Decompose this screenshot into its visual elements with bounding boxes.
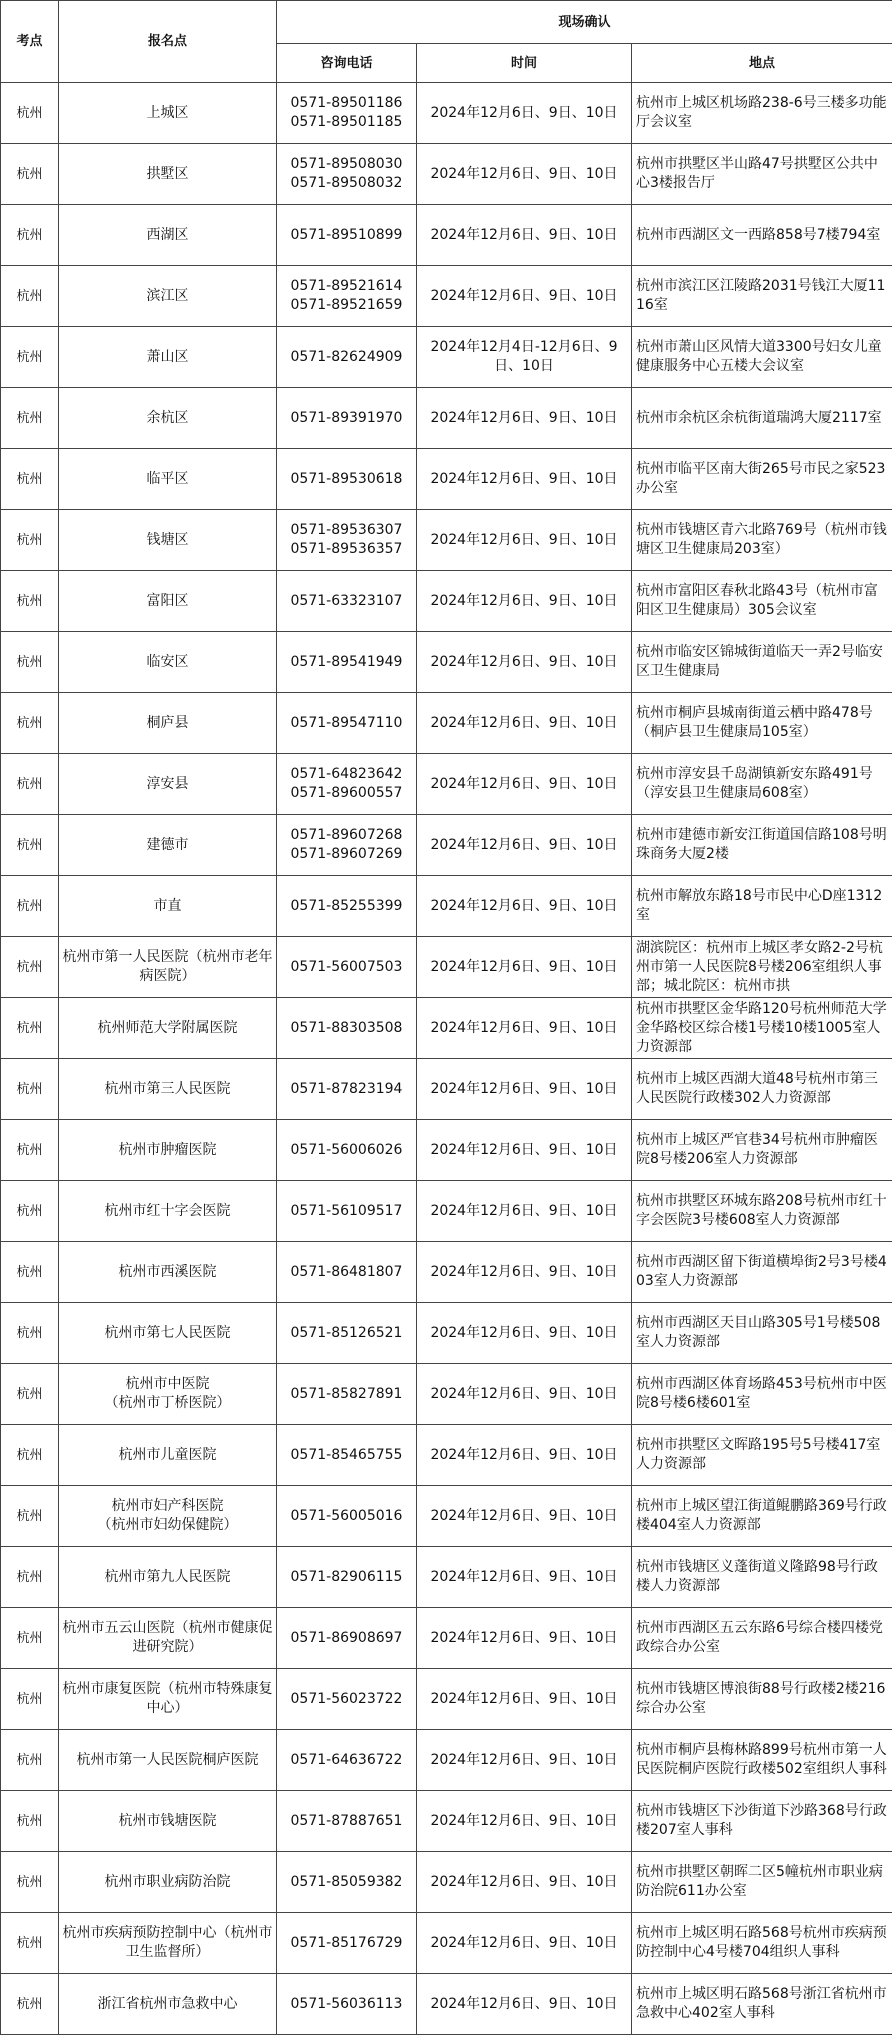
cell-address: 杭州市拱墅区半山路47号拱墅区公共中心3楼报告厅 bbox=[632, 144, 892, 205]
cell-phone: 0571-82624909 bbox=[277, 327, 417, 388]
cell-registration-site: 桐庐县 bbox=[59, 693, 277, 754]
cell-exam-site: 杭州 bbox=[1, 876, 59, 937]
cell-exam-site: 杭州 bbox=[1, 754, 59, 815]
table-row bbox=[1, 1852, 892, 1913]
cell-phone: 0571-63323107 bbox=[277, 571, 417, 632]
cell-phone: 0571-89536307 0571-89536357 bbox=[277, 510, 417, 571]
cell-address: 杭州市西湖区天目山路305号1号楼508室人力资源部 bbox=[632, 1303, 892, 1364]
cell-address: 杭州市上城区机场路238-6号三楼多功能厅会议室 bbox=[632, 83, 892, 144]
cell-time: 2024年12月6日、9日、10日 bbox=[417, 998, 632, 1059]
cell-time: 2024年12月6日、9日、10日 bbox=[417, 510, 632, 571]
cell-registration-site: 杭州市钱塘医院 bbox=[59, 1791, 277, 1852]
cell-exam-site: 杭州 bbox=[1, 571, 59, 632]
cell-phone: 0571-89607268 0571-89607269 bbox=[277, 815, 417, 876]
cell-registration-site: 杭州市第七人民医院 bbox=[59, 1303, 277, 1364]
cell-phone: 0571-89501186 0571-89501185 bbox=[277, 83, 417, 144]
cell-exam-site: 杭州 bbox=[1, 205, 59, 266]
cell-exam-site: 杭州 bbox=[1, 1791, 59, 1852]
cell-exam-site: 杭州 bbox=[1, 815, 59, 876]
cell-time: 2024年12月6日、9日、10日 bbox=[417, 1059, 632, 1120]
cell-address: 杭州市西湖区五云东路6号综合楼四楼党政综合办公室 bbox=[632, 1608, 892, 1669]
cell-exam-site: 杭州 bbox=[1, 1242, 59, 1303]
cell-time: 2024年12月6日、9日、10日 bbox=[417, 1730, 632, 1791]
cell-address: 杭州市钱塘区博浪街88号行政楼2楼216综合办公室 bbox=[632, 1669, 892, 1730]
cell-time: 2024年12月6日、9日、10日 bbox=[417, 1608, 632, 1669]
cell-phone: 0571-85059382 bbox=[277, 1852, 417, 1913]
table-row bbox=[1, 83, 892, 144]
cell-phone: 0571-56005016 bbox=[277, 1486, 417, 1547]
header-exam-site: 考点 bbox=[1, 1, 59, 83]
cell-exam-site: 杭州 bbox=[1, 1120, 59, 1181]
table-row bbox=[1, 632, 892, 693]
cell-registration-site: 杭州市儿童医院 bbox=[59, 1425, 277, 1486]
cell-exam-site: 杭州 bbox=[1, 1852, 59, 1913]
cell-registration-site: 拱墅区 bbox=[59, 144, 277, 205]
table-row bbox=[1, 998, 892, 1059]
cell-address: 杭州市上城区西湖大道48号杭州市第三人民医院行政楼302人力资源部 bbox=[632, 1059, 892, 1120]
cell-phone: 0571-89530618 bbox=[277, 449, 417, 510]
header-time: 时间 bbox=[417, 44, 632, 83]
cell-registration-site: 杭州市中医院 （杭州市丁桥医院） bbox=[59, 1364, 277, 1425]
cell-phone: 0571-89547110 bbox=[277, 693, 417, 754]
cell-registration-site: 杭州市康复医院（杭州市特殊康复中心） bbox=[59, 1669, 277, 1730]
cell-address: 杭州市建德市新安江街道国信路108号明珠商务大厦2楼 bbox=[632, 815, 892, 876]
cell-registration-site: 西湖区 bbox=[59, 205, 277, 266]
cell-phone: 0571-89521614 0571-89521659 bbox=[277, 266, 417, 327]
table-row bbox=[1, 449, 892, 510]
cell-address: 杭州市淳安县千岛湖镇新安东路491号（淳安县卫生健康局608室） bbox=[632, 754, 892, 815]
cell-exam-site: 杭州 bbox=[1, 1669, 59, 1730]
cell-address: 杭州市上城区望江街道鲲鹏路369号行政楼404室人力资源部 bbox=[632, 1486, 892, 1547]
cell-phone: 0571-89510899 bbox=[277, 205, 417, 266]
cell-registration-site: 滨江区 bbox=[59, 266, 277, 327]
cell-registration-site: 市直 bbox=[59, 876, 277, 937]
table-row bbox=[1, 815, 892, 876]
cell-registration-site: 杭州市第三人民医院 bbox=[59, 1059, 277, 1120]
table-row bbox=[1, 1791, 892, 1852]
cell-phone: 0571-64636722 bbox=[277, 1730, 417, 1791]
table-row bbox=[1, 327, 892, 388]
cell-registration-site: 上城区 bbox=[59, 83, 277, 144]
cell-exam-site: 杭州 bbox=[1, 1913, 59, 1974]
cell-phone: 0571-87823194 bbox=[277, 1059, 417, 1120]
cell-phone: 0571-85176729 bbox=[277, 1913, 417, 1974]
cell-time: 2024年12月6日、9日、10日 bbox=[417, 1791, 632, 1852]
table-row bbox=[1, 1181, 892, 1242]
cell-time: 2024年12月6日、9日、10日 bbox=[417, 754, 632, 815]
cell-exam-site: 杭州 bbox=[1, 1974, 59, 2035]
cell-time: 2024年12月6日、9日、10日 bbox=[417, 937, 632, 998]
cell-time: 2024年12月6日、9日、10日 bbox=[417, 693, 632, 754]
cell-exam-site: 杭州 bbox=[1, 327, 59, 388]
cell-exam-site: 杭州 bbox=[1, 83, 59, 144]
cell-time: 2024年12月6日、9日、10日 bbox=[417, 876, 632, 937]
cell-exam-site: 杭州 bbox=[1, 1608, 59, 1669]
cell-phone: 0571-85126521 bbox=[277, 1303, 417, 1364]
table-row bbox=[1, 266, 892, 327]
table-row bbox=[1, 1242, 892, 1303]
table-row bbox=[1, 1486, 892, 1547]
cell-exam-site: 杭州 bbox=[1, 266, 59, 327]
cell-address: 杭州市拱墅区环城东路208号杭州市红十字会医院3号楼608室人力资源部 bbox=[632, 1181, 892, 1242]
cell-phone: 0571-56006026 bbox=[277, 1120, 417, 1181]
cell-address: 杭州市钱塘区义蓬街道义隆路98号行政楼人力资源部 bbox=[632, 1547, 892, 1608]
cell-time: 2024年12月6日、9日、10日 bbox=[417, 1486, 632, 1547]
cell-registration-site: 杭州市肿瘤医院 bbox=[59, 1120, 277, 1181]
header-onsite-confirm: 现场确认 bbox=[277, 1, 892, 44]
cell-exam-site: 杭州 bbox=[1, 510, 59, 571]
cell-registration-site: 余杭区 bbox=[59, 388, 277, 449]
table-row bbox=[1, 1608, 892, 1669]
header-registration-site: 报名点 bbox=[59, 1, 277, 83]
table-row bbox=[1, 1120, 892, 1181]
cell-address: 杭州市上城区明石路568号杭州市疾病预防控制中心4号楼704组织人事科 bbox=[632, 1913, 892, 1974]
cell-address: 杭州市临安区锦城街道临天一弄2号临安区卫生健康局 bbox=[632, 632, 892, 693]
cell-registration-site: 萧山区 bbox=[59, 327, 277, 388]
cell-phone: 0571-85255399 bbox=[277, 876, 417, 937]
cell-registration-site: 杭州市西溪医院 bbox=[59, 1242, 277, 1303]
cell-exam-site: 杭州 bbox=[1, 1730, 59, 1791]
table-row bbox=[1, 754, 892, 815]
cell-phone: 0571-89541949 bbox=[277, 632, 417, 693]
cell-address: 杭州市滨江区江陵路2031号钱江大厦1116室 bbox=[632, 266, 892, 327]
cell-address: 杭州市拱墅区文晖路195号5号楼417室人力资源部 bbox=[632, 1425, 892, 1486]
cell-registration-site: 杭州市第一人民医院（杭州市老年病医院） bbox=[59, 937, 277, 998]
cell-registration-site: 建德市 bbox=[59, 815, 277, 876]
cell-time: 2024年12月6日、9日、10日 bbox=[417, 1181, 632, 1242]
cell-time: 2024年12月6日、9日、10日 bbox=[417, 815, 632, 876]
table-row bbox=[1, 1303, 892, 1364]
cell-address: 杭州市上城区严官巷34号杭州市肿瘤医院8号楼206室人力资源部 bbox=[632, 1120, 892, 1181]
table-row bbox=[1, 205, 892, 266]
cell-registration-site: 杭州市妇产科医院 （杭州市妇幼保健院） bbox=[59, 1486, 277, 1547]
cell-time: 2024年12月6日、9日、10日 bbox=[417, 83, 632, 144]
cell-address: 杭州市桐庐县梅林路899号杭州市第一人民医院桐庐医院行政楼502室组织人事科 bbox=[632, 1730, 892, 1791]
cell-address: 湖滨院区：杭州市上城区孝女路2-2号杭州市第一人民医院8号楼206室组织人事部；城北院区：杭州市拱 bbox=[632, 937, 892, 998]
cell-phone: 0571-85827891 bbox=[277, 1364, 417, 1425]
cell-address: 杭州市富阳区春秋北路43号（杭州市富阳区卫生健康局）305会议室 bbox=[632, 571, 892, 632]
cell-address: 杭州市钱塘区下沙街道下沙路368号行政楼207室人事科 bbox=[632, 1791, 892, 1852]
cell-address: 杭州市解放东路18号市民中心D座1312室 bbox=[632, 876, 892, 937]
cell-phone: 0571-87887651 bbox=[277, 1791, 417, 1852]
cell-exam-site: 杭州 bbox=[1, 937, 59, 998]
cell-time: 2024年12月6日、9日、10日 bbox=[417, 1913, 632, 1974]
cell-registration-site: 杭州市五云山医院（杭州市健康促进研究院） bbox=[59, 1608, 277, 1669]
cell-time: 2024年12月6日、9日、10日 bbox=[417, 1974, 632, 2035]
cell-time: 2024年12月6日、9日、10日 bbox=[417, 1242, 632, 1303]
cell-phone: 0571-64823642 0571-89600557 bbox=[277, 754, 417, 815]
cell-phone: 0571-82906115 bbox=[277, 1547, 417, 1608]
cell-time: 2024年12月6日、9日、10日 bbox=[417, 1669, 632, 1730]
cell-registration-site: 富阳区 bbox=[59, 571, 277, 632]
cell-time: 2024年12月6日、9日、10日 bbox=[417, 1547, 632, 1608]
cell-registration-site: 杭州师范大学附属医院 bbox=[59, 998, 277, 1059]
table-row bbox=[1, 693, 892, 754]
cell-address: 杭州市萧山区风情大道3300号妇女儿童健康服务中心五楼大会议室 bbox=[632, 327, 892, 388]
cell-phone: 0571-88303508 bbox=[277, 998, 417, 1059]
cell-address: 杭州市余杭区余杭街道瑞鸿大厦2117室 bbox=[632, 388, 892, 449]
cell-address: 杭州市西湖区文一西路858号7楼794室 bbox=[632, 205, 892, 266]
cell-phone: 0571-86481807 bbox=[277, 1242, 417, 1303]
cell-address: 杭州市拱墅区金华路120号杭州师范大学金华路校区综合楼1号楼10楼1005室人力资源部 bbox=[632, 998, 892, 1059]
cell-time: 2024年12月4日-12月6日、9日、10日 bbox=[417, 327, 632, 388]
cell-time: 2024年12月6日、9日、10日 bbox=[417, 1364, 632, 1425]
table-row bbox=[1, 1974, 892, 2035]
cell-time: 2024年12月6日、9日、10日 bbox=[417, 1852, 632, 1913]
cell-exam-site: 杭州 bbox=[1, 632, 59, 693]
cell-exam-site: 杭州 bbox=[1, 144, 59, 205]
cell-time: 2024年12月6日、9日、10日 bbox=[417, 1303, 632, 1364]
table-row bbox=[1, 1730, 892, 1791]
cell-registration-site: 杭州市红十字会医院 bbox=[59, 1181, 277, 1242]
cell-exam-site: 杭州 bbox=[1, 1059, 59, 1120]
table-row bbox=[1, 876, 892, 937]
cell-exam-site: 杭州 bbox=[1, 998, 59, 1059]
cell-time: 2024年12月6日、9日、10日 bbox=[417, 632, 632, 693]
cell-registration-site: 临平区 bbox=[59, 449, 277, 510]
cell-address: 杭州市临平区南大街265号市民之家523办公室 bbox=[632, 449, 892, 510]
cell-exam-site: 杭州 bbox=[1, 1486, 59, 1547]
cell-address: 杭州市西湖区体育场路453号杭州市中医院8号楼6楼601室 bbox=[632, 1364, 892, 1425]
cell-registration-site: 浙江省杭州市急救中心 bbox=[59, 1974, 277, 2035]
cell-phone: 0571-56036113 bbox=[277, 1974, 417, 2035]
table-row bbox=[1, 937, 892, 998]
cell-registration-site: 临安区 bbox=[59, 632, 277, 693]
cell-registration-site: 淳安县 bbox=[59, 754, 277, 815]
cell-address: 杭州市拱墅区朝晖二区5幢杭州市职业病防治院611办公室 bbox=[632, 1852, 892, 1913]
cell-registration-site: 杭州市疾病预防控制中心（杭州市卫生监督所） bbox=[59, 1913, 277, 1974]
table-row bbox=[1, 510, 892, 571]
cell-exam-site: 杭州 bbox=[1, 1425, 59, 1486]
table-row bbox=[1, 1059, 892, 1120]
table-row bbox=[1, 1425, 892, 1486]
cell-time: 2024年12月6日、9日、10日 bbox=[417, 266, 632, 327]
cell-phone: 0571-85465755 bbox=[277, 1425, 417, 1486]
cell-phone: 0571-89508030 0571-89508032 bbox=[277, 144, 417, 205]
cell-phone: 0571-86908697 bbox=[277, 1608, 417, 1669]
table-body bbox=[1, 83, 892, 2035]
cell-phone: 0571-89391970 bbox=[277, 388, 417, 449]
table-row bbox=[1, 1547, 892, 1608]
cell-time: 2024年12月6日、9日、10日 bbox=[417, 144, 632, 205]
cell-registration-site: 杭州市职业病防治院 bbox=[59, 1852, 277, 1913]
cell-exam-site: 杭州 bbox=[1, 1181, 59, 1242]
cell-address: 杭州市桐庐县城南街道云栖中路478号（桐庐县卫生健康局105室） bbox=[632, 693, 892, 754]
cell-phone: 0571-56023722 bbox=[277, 1669, 417, 1730]
cell-registration-site: 钱塘区 bbox=[59, 510, 277, 571]
cell-time: 2024年12月6日、9日、10日 bbox=[417, 1425, 632, 1486]
cell-phone: 0571-56007503 bbox=[277, 937, 417, 998]
cell-time: 2024年12月6日、9日、10日 bbox=[417, 571, 632, 632]
table-row bbox=[1, 388, 892, 449]
cell-time: 2024年12月6日、9日、10日 bbox=[417, 1120, 632, 1181]
cell-address: 杭州市钱塘区青六北路769号（杭州市钱塘区卫生健康局203室） bbox=[632, 510, 892, 571]
cell-phone: 0571-56109517 bbox=[277, 1181, 417, 1242]
table-row bbox=[1, 144, 892, 205]
cell-time: 2024年12月6日、9日、10日 bbox=[417, 449, 632, 510]
cell-exam-site: 杭州 bbox=[1, 1547, 59, 1608]
cell-time: 2024年12月6日、9日、10日 bbox=[417, 388, 632, 449]
cell-exam-site: 杭州 bbox=[1, 693, 59, 754]
table-row bbox=[1, 1669, 892, 1730]
header-location: 地点 bbox=[632, 44, 892, 83]
table-row bbox=[1, 571, 892, 632]
cell-registration-site: 杭州市第九人民医院 bbox=[59, 1547, 277, 1608]
table-row bbox=[1, 1364, 892, 1425]
cell-registration-site: 杭州市第一人民医院桐庐医院 bbox=[59, 1730, 277, 1791]
table-header bbox=[1, 1, 892, 83]
cell-exam-site: 杭州 bbox=[1, 1364, 59, 1425]
table-row bbox=[1, 1913, 892, 1974]
cell-address: 杭州市上城区明石路568号浙江省杭州市急救中心402室人事科 bbox=[632, 1974, 892, 2035]
cell-time: 2024年12月6日、9日、10日 bbox=[417, 205, 632, 266]
cell-exam-site: 杭州 bbox=[1, 1303, 59, 1364]
cell-address: 杭州市西湖区留下街道横埠街2号3号楼403室人力资源部 bbox=[632, 1242, 892, 1303]
cell-exam-site: 杭州 bbox=[1, 449, 59, 510]
cell-exam-site: 杭州 bbox=[1, 388, 59, 449]
header-phone: 咨询电话 bbox=[277, 44, 417, 83]
